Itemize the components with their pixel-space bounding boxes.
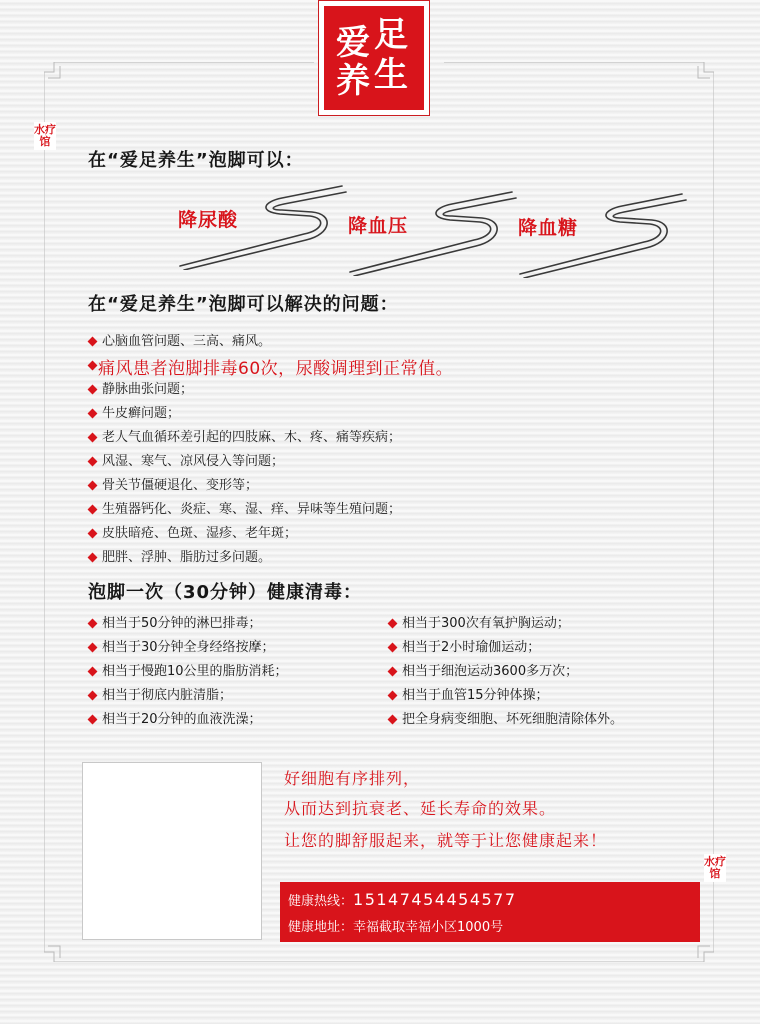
detox-heading: 泡脚一次（30分钟）健康清毒： bbox=[88, 582, 363, 603]
list-item: 相当于50分钟的淋巴排毒； bbox=[88, 612, 288, 636]
list-item: 牛皮癣问题； bbox=[88, 402, 688, 426]
address-row bbox=[288, 914, 700, 940]
list-item: 静脉曲张问题； bbox=[88, 378, 688, 402]
gout-highlight: 痛风患者泡脚排毒60次，尿酸调理到正常值。 bbox=[98, 359, 454, 379]
list-item: 肥胖、浮肿、脂肪过多问题。 bbox=[88, 546, 688, 570]
list-item: 相当于细泡运动3600多万次； bbox=[388, 660, 623, 684]
swirl-ornament-2 bbox=[344, 184, 524, 276]
slogan-line-1: 好细胞有序排列， bbox=[284, 769, 421, 788]
swirl-ornament-1 bbox=[174, 178, 354, 270]
effects-list-right bbox=[388, 612, 623, 732]
logo-char-sheng: 生 bbox=[374, 55, 408, 95]
list-item: 皮肤暗疮、色斑、湿疹、老年斑； bbox=[88, 522, 688, 546]
address-label: 健康地址： bbox=[288, 920, 354, 935]
phone-number[interactable]: 15147454454577 bbox=[353, 890, 517, 909]
list-item: 生殖器钙化、炎症、寒、湿、痒、异味等生殖问题； bbox=[88, 498, 688, 522]
phone-row bbox=[288, 888, 700, 914]
list-item: 骨关节僵硬退化、变形等； bbox=[88, 474, 688, 498]
list-item: 相当于300次有氧护胸运动； bbox=[388, 612, 623, 636]
swirl-ornament-3 bbox=[514, 186, 694, 278]
benefits-heading: 在“爱足养生”泡脚可以： bbox=[88, 150, 304, 171]
phone-label: 健康热线： bbox=[288, 894, 354, 909]
list-item: 相当于彻底内脏清脂； bbox=[88, 684, 288, 708]
list-item: 把全身病变细胞、坏死细胞清除体外。 bbox=[388, 708, 623, 732]
list-item: 相当于血管15分钟体操； bbox=[388, 684, 623, 708]
photo-placeholder bbox=[82, 762, 262, 940]
problems-heading: 在“爱足养生”泡脚可以解决的问题： bbox=[88, 294, 399, 315]
benefit-blood-pressure: 降血压 bbox=[348, 215, 409, 237]
side-tag-right: 水疗馆 bbox=[704, 855, 726, 880]
list-item: 风湿、寒气、凉风侵入等问题； bbox=[88, 450, 688, 474]
address-value: 幸福截取幸福小区1000号 bbox=[353, 920, 504, 935]
benefit-blood-sugar: 降血糖 bbox=[518, 217, 579, 239]
side-tag-left: 水疗馆 bbox=[34, 123, 56, 148]
contact-box bbox=[280, 882, 700, 942]
brand-logo bbox=[318, 0, 430, 116]
list-item: 心脑血管问题、三高、痛风。 bbox=[88, 330, 688, 354]
logo-char-ai: 爱 bbox=[336, 23, 370, 63]
list-item: 相当于慢跑10公里的脂肪消耗； bbox=[88, 660, 288, 684]
list-item: 老人气血循环差引起的四肢麻、木、疼、痛等疾病； bbox=[88, 426, 688, 450]
slogan-line-2: 从而达到抗衰老、延长寿命的效果。 bbox=[284, 799, 557, 818]
list-item: 相当于30分钟全身经络按摩； bbox=[88, 636, 288, 660]
logo-char-yang: 养 bbox=[336, 61, 370, 101]
slogan-line-3: 让您的脚舒服起来，就等于让您健康起来！ bbox=[284, 831, 608, 850]
effects-list-left bbox=[88, 612, 288, 732]
list-item: 相当于2小时瑜伽运动； bbox=[388, 636, 623, 660]
logo-char-zu: 足 bbox=[374, 15, 408, 55]
list-item: 相当于20分钟的血液洗澡； bbox=[88, 708, 288, 732]
benefit-uric-acid: 降尿酸 bbox=[178, 209, 239, 231]
